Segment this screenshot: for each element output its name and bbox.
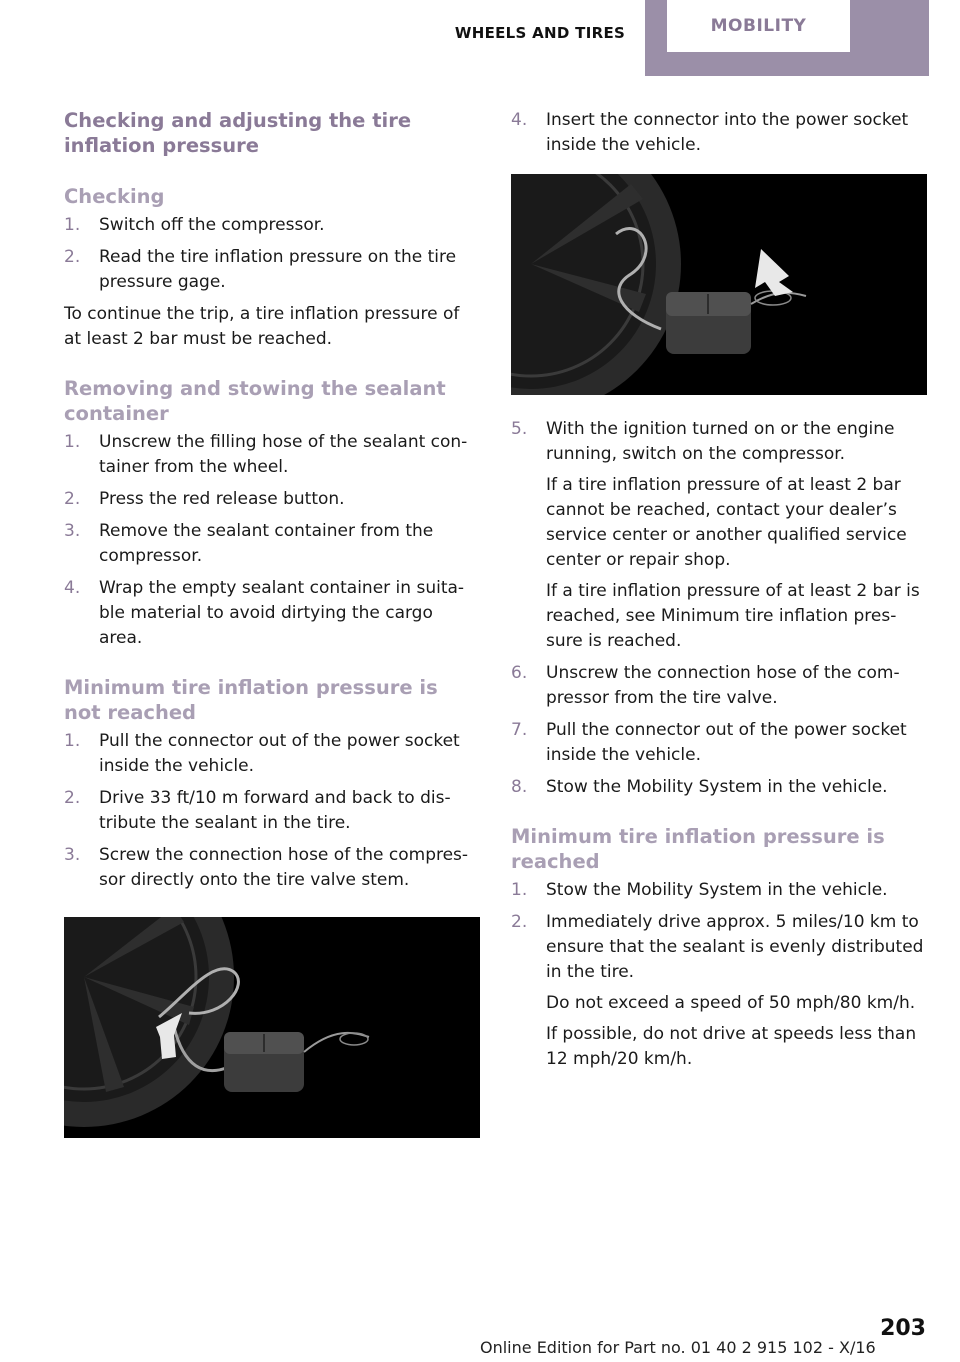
compressor-steps bbox=[511, 417, 927, 800]
list-item: 1. Unscrew the filling hose of the sealant con‐ tainer from the wheel. bbox=[64, 432, 468, 477]
removing-steps bbox=[64, 430, 480, 651]
list-item: 1. Stow the Mobility System in the vehicle. bbox=[511, 880, 888, 900]
list-item: 2. Press the red release button. bbox=[64, 489, 345, 509]
checking-steps bbox=[64, 213, 480, 295]
list-item: 1. Switch off the compressor. bbox=[64, 215, 325, 235]
right-column bbox=[511, 108, 927, 1079]
removing-heading: Removing and stowing the sealant container bbox=[64, 377, 446, 425]
chapter-title: MOBILITY bbox=[667, 0, 850, 52]
chapter-tab bbox=[645, 0, 929, 76]
list-item: 2. Drive 33 ft/10 m forward and back to dis‐ tribute the sealant in the tire. bbox=[64, 788, 451, 833]
list-item: 5. With the ignition turned on or the engine running, switch on the compressor. If a tire inflation pressure of at least 2 bar cannot be reached, contact your dealer’s service center or another qualified service center or repair shop. If a tire inflation pressure of at least 2 bar is reached, see Minimum tire inflation pres‐ sure is reached. bbox=[511, 419, 920, 651]
list-item: 3. Remove the sealant container from the compressor. bbox=[64, 521, 434, 566]
reached-heading: Minimum tire inflation pressure is reached bbox=[511, 825, 885, 873]
checking-heading: Checking bbox=[64, 185, 165, 208]
edition-note: Online Edition for Part no. 01 40 2 915 102 - X/16 bbox=[480, 1338, 876, 1357]
list-item: 3. Screw the connection hose of the compres‐ sor directly onto the tire valve stem. bbox=[64, 845, 469, 890]
list-item: 4. Wrap the empty sealant container in suita‐ ble material to avoid dirtying the cargo area. bbox=[64, 578, 465, 648]
list-item: 4. Insert the connector into the power socket inside the vehicle. bbox=[511, 110, 909, 155]
page-number: 203 bbox=[880, 1316, 926, 1341]
section-title: Checking and adjusting the tire inflation pressure bbox=[64, 109, 412, 157]
list-item: 1. Pull the connector out of the power socket inside the vehicle. bbox=[64, 731, 460, 776]
not-reached-steps bbox=[64, 729, 480, 893]
section-header: WHEELS AND TIRES bbox=[454, 24, 626, 42]
continuation-steps bbox=[511, 108, 927, 158]
checking-note: To continue the trip, a tire inflation pressure of at least 2 bar must be reached. bbox=[64, 304, 460, 349]
list-item: 2. Read the tire inflation pressure on the tire pressure gage. bbox=[64, 247, 457, 292]
list-item: 6. Unscrew the connection hose of the com‐ pressor from the tire valve. bbox=[511, 663, 900, 708]
not-reached-heading: Minimum tire inflation pressure is not reached bbox=[64, 676, 438, 724]
compressor-valve-illustration bbox=[64, 917, 480, 1138]
list-item: 2. Immediately drive approx. 5 miles/10 km to ensure that the sealant is evenly distributed in the tire. Do not exceed a speed of 50 mph/80 km/h. If possible, do not drive at speeds less than 12 mph/20 km/h. bbox=[511, 912, 924, 1069]
list-item: 8. Stow the Mobility System in the vehicle. bbox=[511, 777, 888, 797]
list-item: 7. Pull the connector out of the power socket inside the vehicle. bbox=[511, 720, 907, 765]
left-column bbox=[64, 108, 480, 1138]
power-socket-illustration bbox=[511, 174, 927, 395]
reached-steps bbox=[511, 878, 927, 1072]
